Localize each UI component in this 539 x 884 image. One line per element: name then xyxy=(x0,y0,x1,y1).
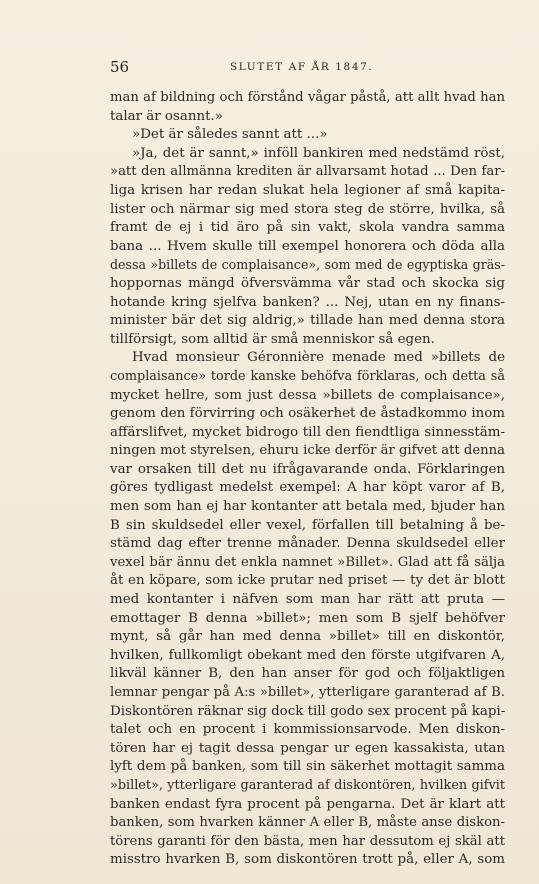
text-line: man af bildning och förstånd vågar påstå, att allt hvad han xyxy=(110,90,505,105)
page-header xyxy=(110,58,505,78)
text-line: hvilken, fullkomligt obekant med den förste utgifvaren A, xyxy=(110,647,505,663)
text-line: talet och en procent i kommissionsarvode. Men diskon- xyxy=(110,722,505,738)
text-line: stämd dag efter trenne månader. Denna skuldsedel eller xyxy=(110,536,505,552)
text-line: banken endast fyra procent på pengarna. Det är klart att xyxy=(110,796,505,812)
text-line: men som han ej har kontanter att betala med, bjuder han xyxy=(110,499,505,515)
text-line: Diskontören räknar sig dock till godo sex procent på kapi- xyxy=(110,703,505,719)
text-line: hoppornas mängd öfversvämma vår stad och skocka sig xyxy=(110,275,505,291)
text-line: åt en köpare, som icke prutar ned priset — ty det är blott xyxy=(110,573,505,589)
text-line: Hvad monsieur Géronnière menade med »billets de xyxy=(132,350,505,366)
text-line: lemnar pengar på A:s »billet», ytterligare garanterad af B. xyxy=(110,685,505,700)
text-line: lyft dem på banken, som till sin säkerhet mottagit samma xyxy=(110,759,505,775)
text-line: mynt, så går han med denna »billet» till en diskontör, xyxy=(110,629,505,645)
text-line: banken, som hvarken känner A eller B, måste anse diskon- xyxy=(110,815,505,831)
text-line: »Det är således sannt att ...» xyxy=(132,127,328,143)
text-line: bana ... Hvem skulle till exempel honorera och döda alla xyxy=(110,238,505,254)
text-line: var orsaken till det nu ifrågavarande onda. Förklaringen xyxy=(110,461,505,477)
text-line: likväl känner B, den han anser för god och följaktligen xyxy=(110,666,505,682)
text-line: genom den förvirring och osäkerhet de åstadkommo inom xyxy=(110,406,505,422)
text-line: ningen mot styrelsen, ehuru icke derför är gifvet att denna xyxy=(110,443,505,459)
body-text xyxy=(110,89,505,870)
text-line: hotande kring sjelfva banken? ... Nej, utan en ny finans- xyxy=(110,294,505,310)
text-line: tören har ej tagit dessa pengar ur egen kassakista, utan xyxy=(110,740,505,756)
text-line: lister och närmar sig med stora steg de större, hvilka, så xyxy=(110,201,505,217)
text-line: tillförsigt, som alltid är små menniskor så egen. xyxy=(110,331,435,347)
text-line: misstro hvarken B, som diskontören trott på, eller A, som xyxy=(110,852,505,868)
text-line: »billet», ytterligare garanterad af diskontören, hvilken gifvit xyxy=(110,777,505,793)
page-number: 56 xyxy=(110,58,130,76)
text-line: talar är osannt.» xyxy=(110,108,223,124)
text-line: minister bär det sig aldrig,» tillade han med denna stora xyxy=(110,313,505,329)
text-line: vexel bär ännu det enkla namnet »Billet». Glad att få sälja xyxy=(110,554,505,570)
text-line: törens garanti för den bästa, men har dessutom ej skäl att xyxy=(110,833,505,849)
text-line: dessa »billets de complaisance», som med de egyptiska gräs- xyxy=(110,257,505,273)
text-line: med kontanter i näfven som man har rätt att pruta — xyxy=(110,592,505,608)
text-line: liga krisen har redan slukat hela legioner af små kapita- xyxy=(110,182,505,198)
text-line: B sin skuldsedel eller vexel, förfallen till betalning å be- xyxy=(110,517,505,533)
text-line: framt de ej i tid äro på sin vakt, skola vandra samma xyxy=(110,220,505,236)
text-line: »att den allmänna krediten är allvarsamt hotad ... Den far- xyxy=(110,164,505,180)
text-line: emottager B denna »billet»; men som B sjelf behöfver xyxy=(110,610,505,626)
text-line: göres tydligast medelst exempel: A har köpt varor af B, xyxy=(110,480,505,496)
text-line: complaisance» torde kanske behöfva förklaras, och detta så xyxy=(110,368,505,384)
text-line: mycket hellre, som just dessa »billets de complaisance», xyxy=(110,387,505,403)
text-line: »Ja, det är sannt,» inföll bankiren med nedstämd röst, xyxy=(132,145,505,161)
running-title: SLUTET AF ÅR 1847. xyxy=(230,61,374,73)
text-line: affärslifvet, mycket bidrogo till den fiendtliga sinnesstäm- xyxy=(110,424,505,440)
